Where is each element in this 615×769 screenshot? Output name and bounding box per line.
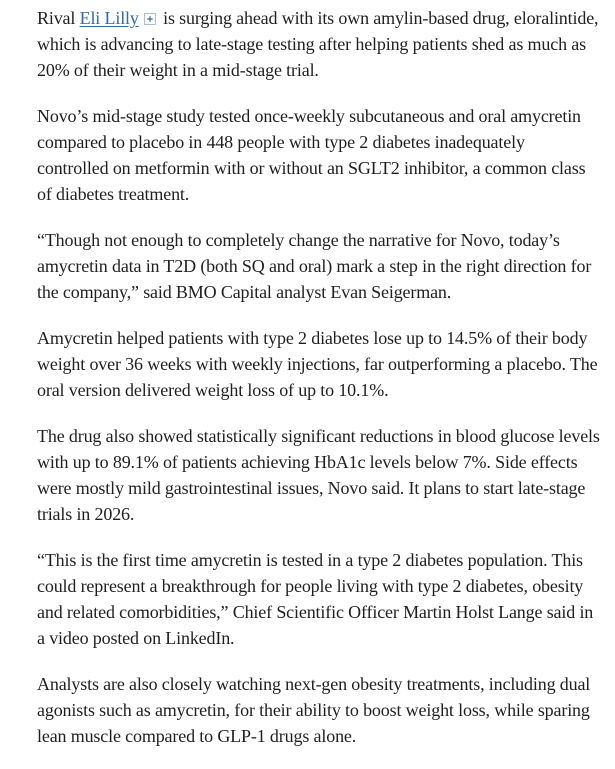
paragraph-line: with up to 89.1% of patients achieving HbA1c levels below 7%. Side effects: [37, 452, 578, 472]
paragraph-line: a video posted on LinkedIn.: [37, 628, 235, 648]
paragraph-line: of diabetes treatment.: [37, 184, 190, 204]
paragraph: [37, 325, 611, 403]
eli-lilly-link[interactable]: Eli Lilly: [79, 8, 139, 28]
paragraph-line: The drug also showed statistically significant reductions in blood glucose levels: [37, 426, 600, 446]
paragraph-line: were mostly mild gastrointestinal issues, Novo said. It plans to start late-stage: [37, 478, 586, 498]
paragraph-line: and related comorbidities,” Chief Scientific Officer Martin Holst Lange said in: [37, 602, 594, 622]
paragraph-line: “Though not enough to completely change the narrative for Novo, today’s: [37, 230, 560, 250]
paragraph-line: [37, 5, 611, 31]
paragraph-line: Analysts are also closely watching next-gen obesity treatments, including dual: [37, 674, 591, 694]
paragraph-line: weight over 36 weeks with weekly injections, far outperforming a placebo. The: [37, 354, 598, 374]
paragraph-text: Rival: [37, 8, 80, 28]
paragraph-line: “This is the first time amycretin is tested in a type 2 diabetes population. This: [37, 550, 583, 570]
paragraph-line: 20% of their weight in a mid-stage trial.: [37, 60, 319, 80]
paragraph: [37, 671, 611, 749]
paragraph: [37, 547, 611, 651]
paragraph-line: trials in 2026.: [37, 504, 135, 524]
paragraph: [37, 103, 611, 207]
paragraph-line: Novo’s mid-stage study tested once-weekly subcutaneous and oral amycretin: [37, 106, 581, 126]
paragraph-line: oral version delivered weight loss of up to 10.1%.: [37, 380, 389, 400]
paragraph-line: could represent a breakthrough for people living with type 2 diabetes, obesity: [37, 576, 584, 596]
paragraph-line: lean muscle compared to GLP-1 drugs alone.: [37, 726, 357, 746]
paragraph-line: compared to placebo in 448 people with type 2 diabetes inadequately: [37, 132, 525, 152]
paragraph-text: is surging ahead with its own amylin-based drug, eloralintide,: [158, 8, 599, 28]
paragraph-line: Amycretin helped patients with type 2 diabetes lose up to 14.5% of their body: [37, 328, 588, 348]
paragraph: [37, 423, 611, 527]
paragraph: [37, 227, 611, 305]
paragraph-line: the company,” said BMO Capital analyst Evan Seigerman.: [37, 282, 452, 302]
paragraph-line: amycretin data in T2D (both SQ and oral) mark a step in the right direction for: [37, 256, 592, 276]
paragraph-line: which is advancing to late-stage testing after helping patients shed as much as: [37, 34, 586, 54]
opens-new-tab-icon[interactable]: [144, 13, 156, 25]
paragraph: [37, 5, 611, 83]
paragraph-line: controlled on metformin with or without an SGLT2 inhibitor, a common class: [37, 158, 586, 178]
paragraph-line: agonists such as amycretin, for their ability to boost weight loss, while sparing: [37, 700, 590, 720]
